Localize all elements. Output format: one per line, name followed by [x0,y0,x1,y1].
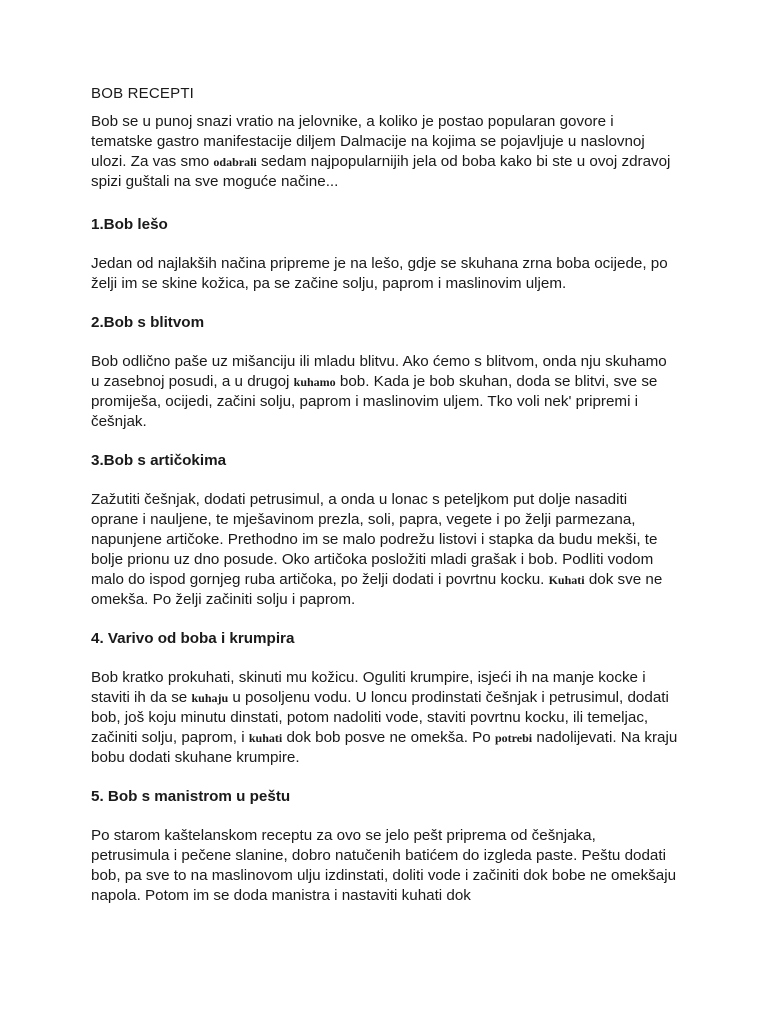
recipe-heading: 3.Bob s artičokima [91,452,227,469]
recipe-highlight-word: kuhati [248,731,283,745]
recipe-text: Bob odlično paše uz mišanciju ili mladu blitvu. Ako ćemo s blitvom, onda nju skuhamo u zasebnoj posudi, a u drugoj [91,353,667,390]
recipe-3 [91,451,678,610]
recipe-heading: 2.Bob s blitvom [91,314,205,331]
recipe-body [91,490,678,610]
recipe-4 [91,629,678,768]
document-title: BOB RECEPTI [91,85,195,102]
recipe-text: bob. Kada je bob skuhan, doda se blitvi, sve se promiješa, ocijedi, začini solju, paprom i maslinovim uljem. Tko voli nek' pripremi i češnjak. [91,373,658,430]
recipe-heading: 4. Varivo od boba i krumpira [91,630,295,647]
recipe-body [91,826,678,906]
recipe-text: u posoljenu vodu. U loncu prodinstati češnjak i petrusimul, dodati bob, još koju minutu dinstati, potom nadoliti vode, staviti povrtnu kocku, ili temeljac, začiniti solju, paprom, i [91,689,669,746]
intro-highlight-word: odabrali [213,155,257,169]
intro-paragraph [91,112,678,192]
recipe-text: dok sve ne omekša. Po želji začiniti solju i paprom. [91,571,663,608]
recipe-text: Jedan od najlakših načina pripreme je na lešo, gdje se skuhana zrna boba ocijede, po želji im se skine kožica, pa se začine solju, paprom i maslinovim uljem. [91,255,668,292]
recipe-text: Po starom kaštelanskom receptu za ovo se jelo pešt priprema od češnjaka, petrusimula i pečene slanine, dobro natučenih batićem do izgleda paste. Peštu dodati bob, pa sve to na maslinovom ulju izdinstati, doliti vode i začiniti dok bobe ne omekšaju napola. Potom im se doda manistra i nastaviti kuhati dok [91,827,677,904]
recipe-body [91,352,678,432]
recipe-highlight-word: kuhamo [293,375,336,389]
recipe-text: Zažutiti češnjak, dodati petrusimul, a onda u lonac s peteljkom put dolje nasaditi oprane i nauljene, te mješavinom prezla, soli, papra, vegete i po želji parmezana, napunjene artičoke. Prethodno im se malo podrežu listovi i stapka da budu mekši, te bolje prionu uz dno posude. Oko artičoka posložiti mladi grašak i bob. Podliti vodom malo do ispod gornjeg ruba artičoka, po želji dodati i povrtnu kocku. [91,491,658,588]
recipe-highlight-word: kuhaju [191,691,229,705]
recipe-1 [91,215,678,294]
recipe-text: dok bob posve ne omekša. Po [282,729,495,746]
intro-text-1: Bob se u punoj snazi vratio na jelovnike, a koliko je postao popularan govore i tematske gastro manifestacije diljem Dalmacije na kojima se pojavljuje u naslovnoj ulozi. Za vas smo [91,113,645,170]
recipe-5 [91,787,678,906]
recipe-heading: 5. Bob s manistrom u peštu [91,788,291,805]
recipe-text: Bob kratko prokuhati, skinuti mu kožicu. Oguliti krumpire, isjeći ih na manje kocke i staviti ih da se [91,669,646,706]
intro-text-2: sedam najpopularnijih jela od boba kako bi ste u ovoj zdravoj spizi guštali na sve moguće načine... [91,153,671,190]
recipe-body [91,254,678,294]
recipe-heading: 1.Bob lešo [91,216,168,233]
recipe-highlight-word: potrebi [494,731,533,745]
recipe-text: nadolijevati. Na kraju bobu dodati skuhane krumpire. [91,729,678,766]
recipe-highlight-word: Kuhati [548,573,585,587]
recipe-2 [91,313,678,432]
recipe-body [91,668,678,768]
